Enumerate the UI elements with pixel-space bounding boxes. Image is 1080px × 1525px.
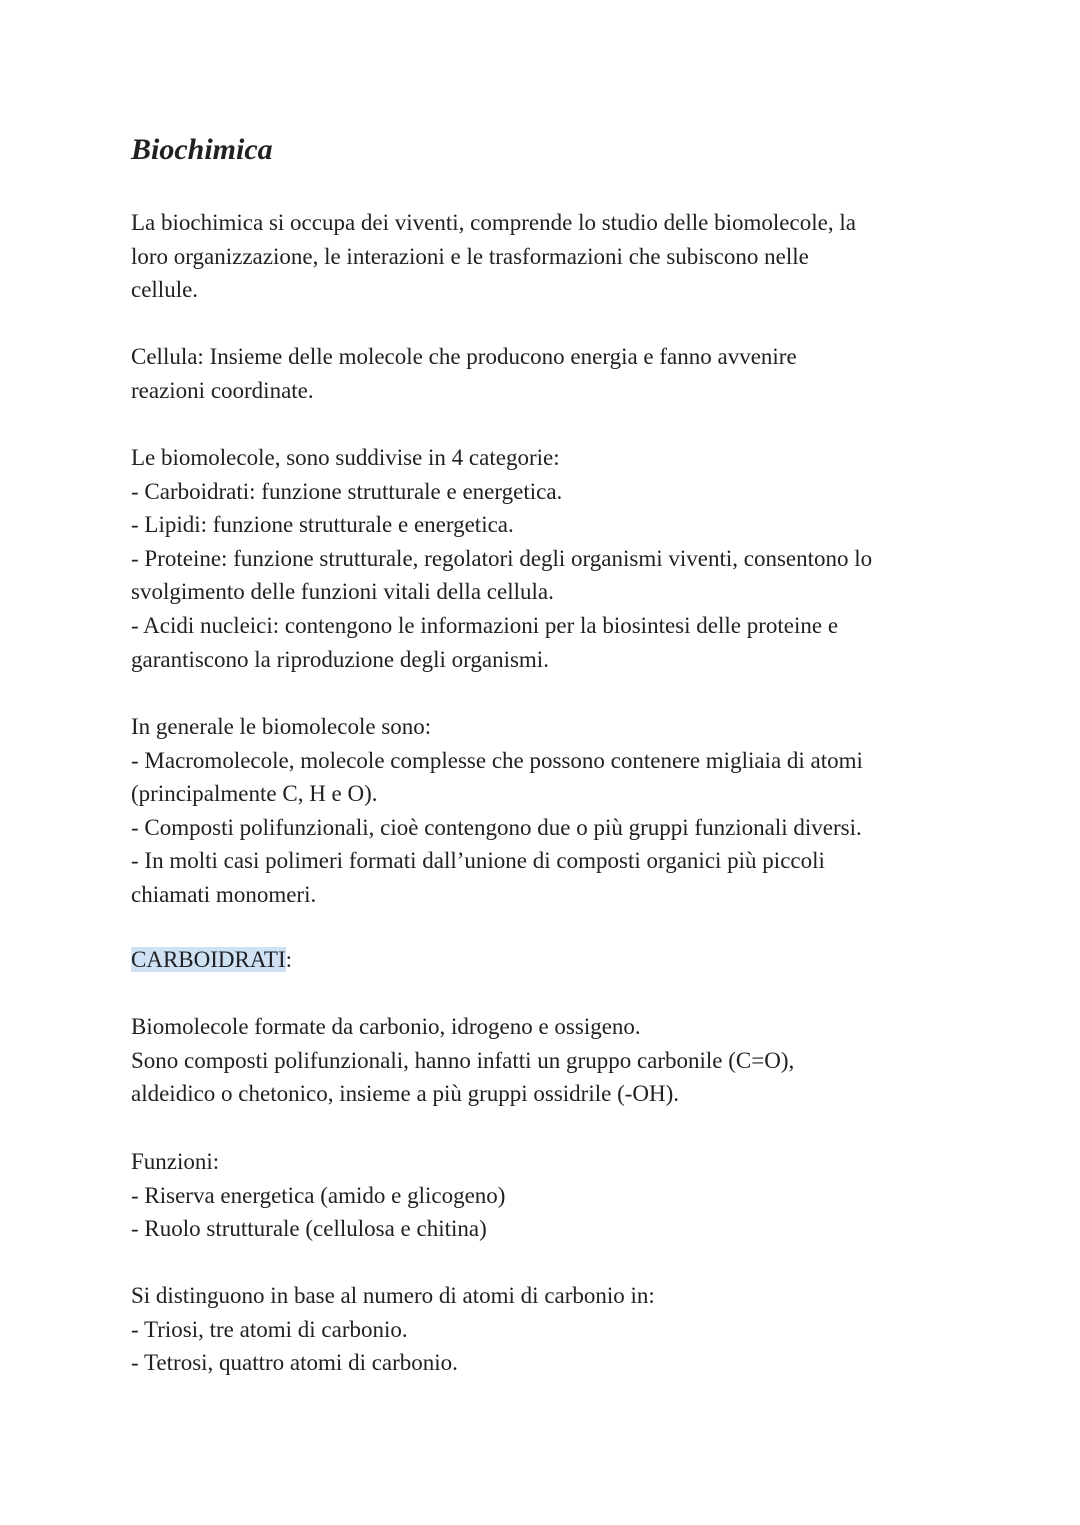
list-item: - Proteine: funzione strutturale, regolatori degli organismi viventi, consentono lo: [131, 545, 873, 571]
classification-list: [131, 1279, 961, 1380]
categories-list: [131, 441, 961, 676]
categories-intro: Le biomolecole, sono suddivise in 4 categorie:: [131, 445, 560, 470]
carbs-definition-line: Sono composti polifunzionali, hanno infatti un gruppo carbonile (C=O),: [131, 1047, 795, 1073]
carbs-heading: [131, 943, 961, 977]
functions-list: [131, 1145, 961, 1246]
list-item: - Triosi, tre atomi di carbonio.: [131, 1316, 408, 1342]
carbs-definition-paragraph: [131, 1010, 961, 1111]
general-properties-list: [131, 710, 961, 912]
highlighted-heading: CARBOIDRATI: [131, 947, 286, 972]
list-item: - Carboidrati: funzione strutturale e energetica.: [131, 478, 563, 504]
carbs-definition-line: aldeidico o chetonico, insieme a più gruppi ossidrile (-OH).: [131, 1081, 680, 1107]
list-item: - Ruolo strutturale (cellulosa e chitina): [131, 1216, 487, 1242]
list-item: - Tetrosi, quattro atomi di carbonio.: [131, 1350, 458, 1376]
carbs-heading-line: [131, 943, 961, 977]
carbs-definition-line: Biomolecole formate da carbonio, idrogeno e ossigeno.: [131, 1014, 641, 1039]
cell-definition-paragraph: [131, 340, 961, 407]
list-item: - Riserva energetica (amido e glicogeno): [131, 1182, 506, 1208]
list-item: - Acidi nucleici: contengono le informazioni per la biosintesi delle proteine e: [131, 612, 839, 638]
list-item-continued: garantiscono la riproduzione degli organismi.: [131, 646, 549, 672]
intro-paragraph: [131, 206, 961, 307]
list-item: - Composti polifunzionali, cioè contengono due o più gruppi funzionali diversi.: [131, 814, 862, 840]
list-item: - Lipidi: funzione strutturale e energetica.: [131, 512, 514, 538]
intro-line: loro organizzazione, le interazioni e le trasformazioni che subiscono nelle: [131, 243, 809, 269]
list-item: - In molti casi polimeri formati dall’unione di composti organici più piccoli: [131, 848, 825, 874]
cell-definition-line: Cellula: Insieme delle molecole che producono energia e fanno avvenire: [131, 344, 797, 369]
list-item-continued: chiamati monomeri.: [131, 881, 317, 907]
list-item: - Macromolecole, molecole complesse che possono contenere migliaia di atomi: [131, 747, 863, 773]
functions-intro: Funzioni:: [131, 1149, 220, 1174]
heading-colon: :: [285, 947, 293, 972]
list-item-continued: svolgimento delle funzioni vitali della cellula.: [131, 579, 554, 605]
document-title: Biochimica: [131, 133, 273, 166]
classification-intro: Si distinguono in base al numero di atomi di carbonio in:: [131, 1283, 655, 1308]
intro-line: La biochimica si occupa dei viventi, comprende lo studio delle biomolecole, la: [131, 210, 856, 235]
intro-line: cellule.: [131, 277, 199, 303]
list-item-continued: (principalmente C, H e O).: [131, 781, 378, 807]
general-intro: In generale le biomolecole sono:: [131, 714, 432, 739]
cell-definition-line: reazioni coordinate.: [131, 377, 314, 403]
